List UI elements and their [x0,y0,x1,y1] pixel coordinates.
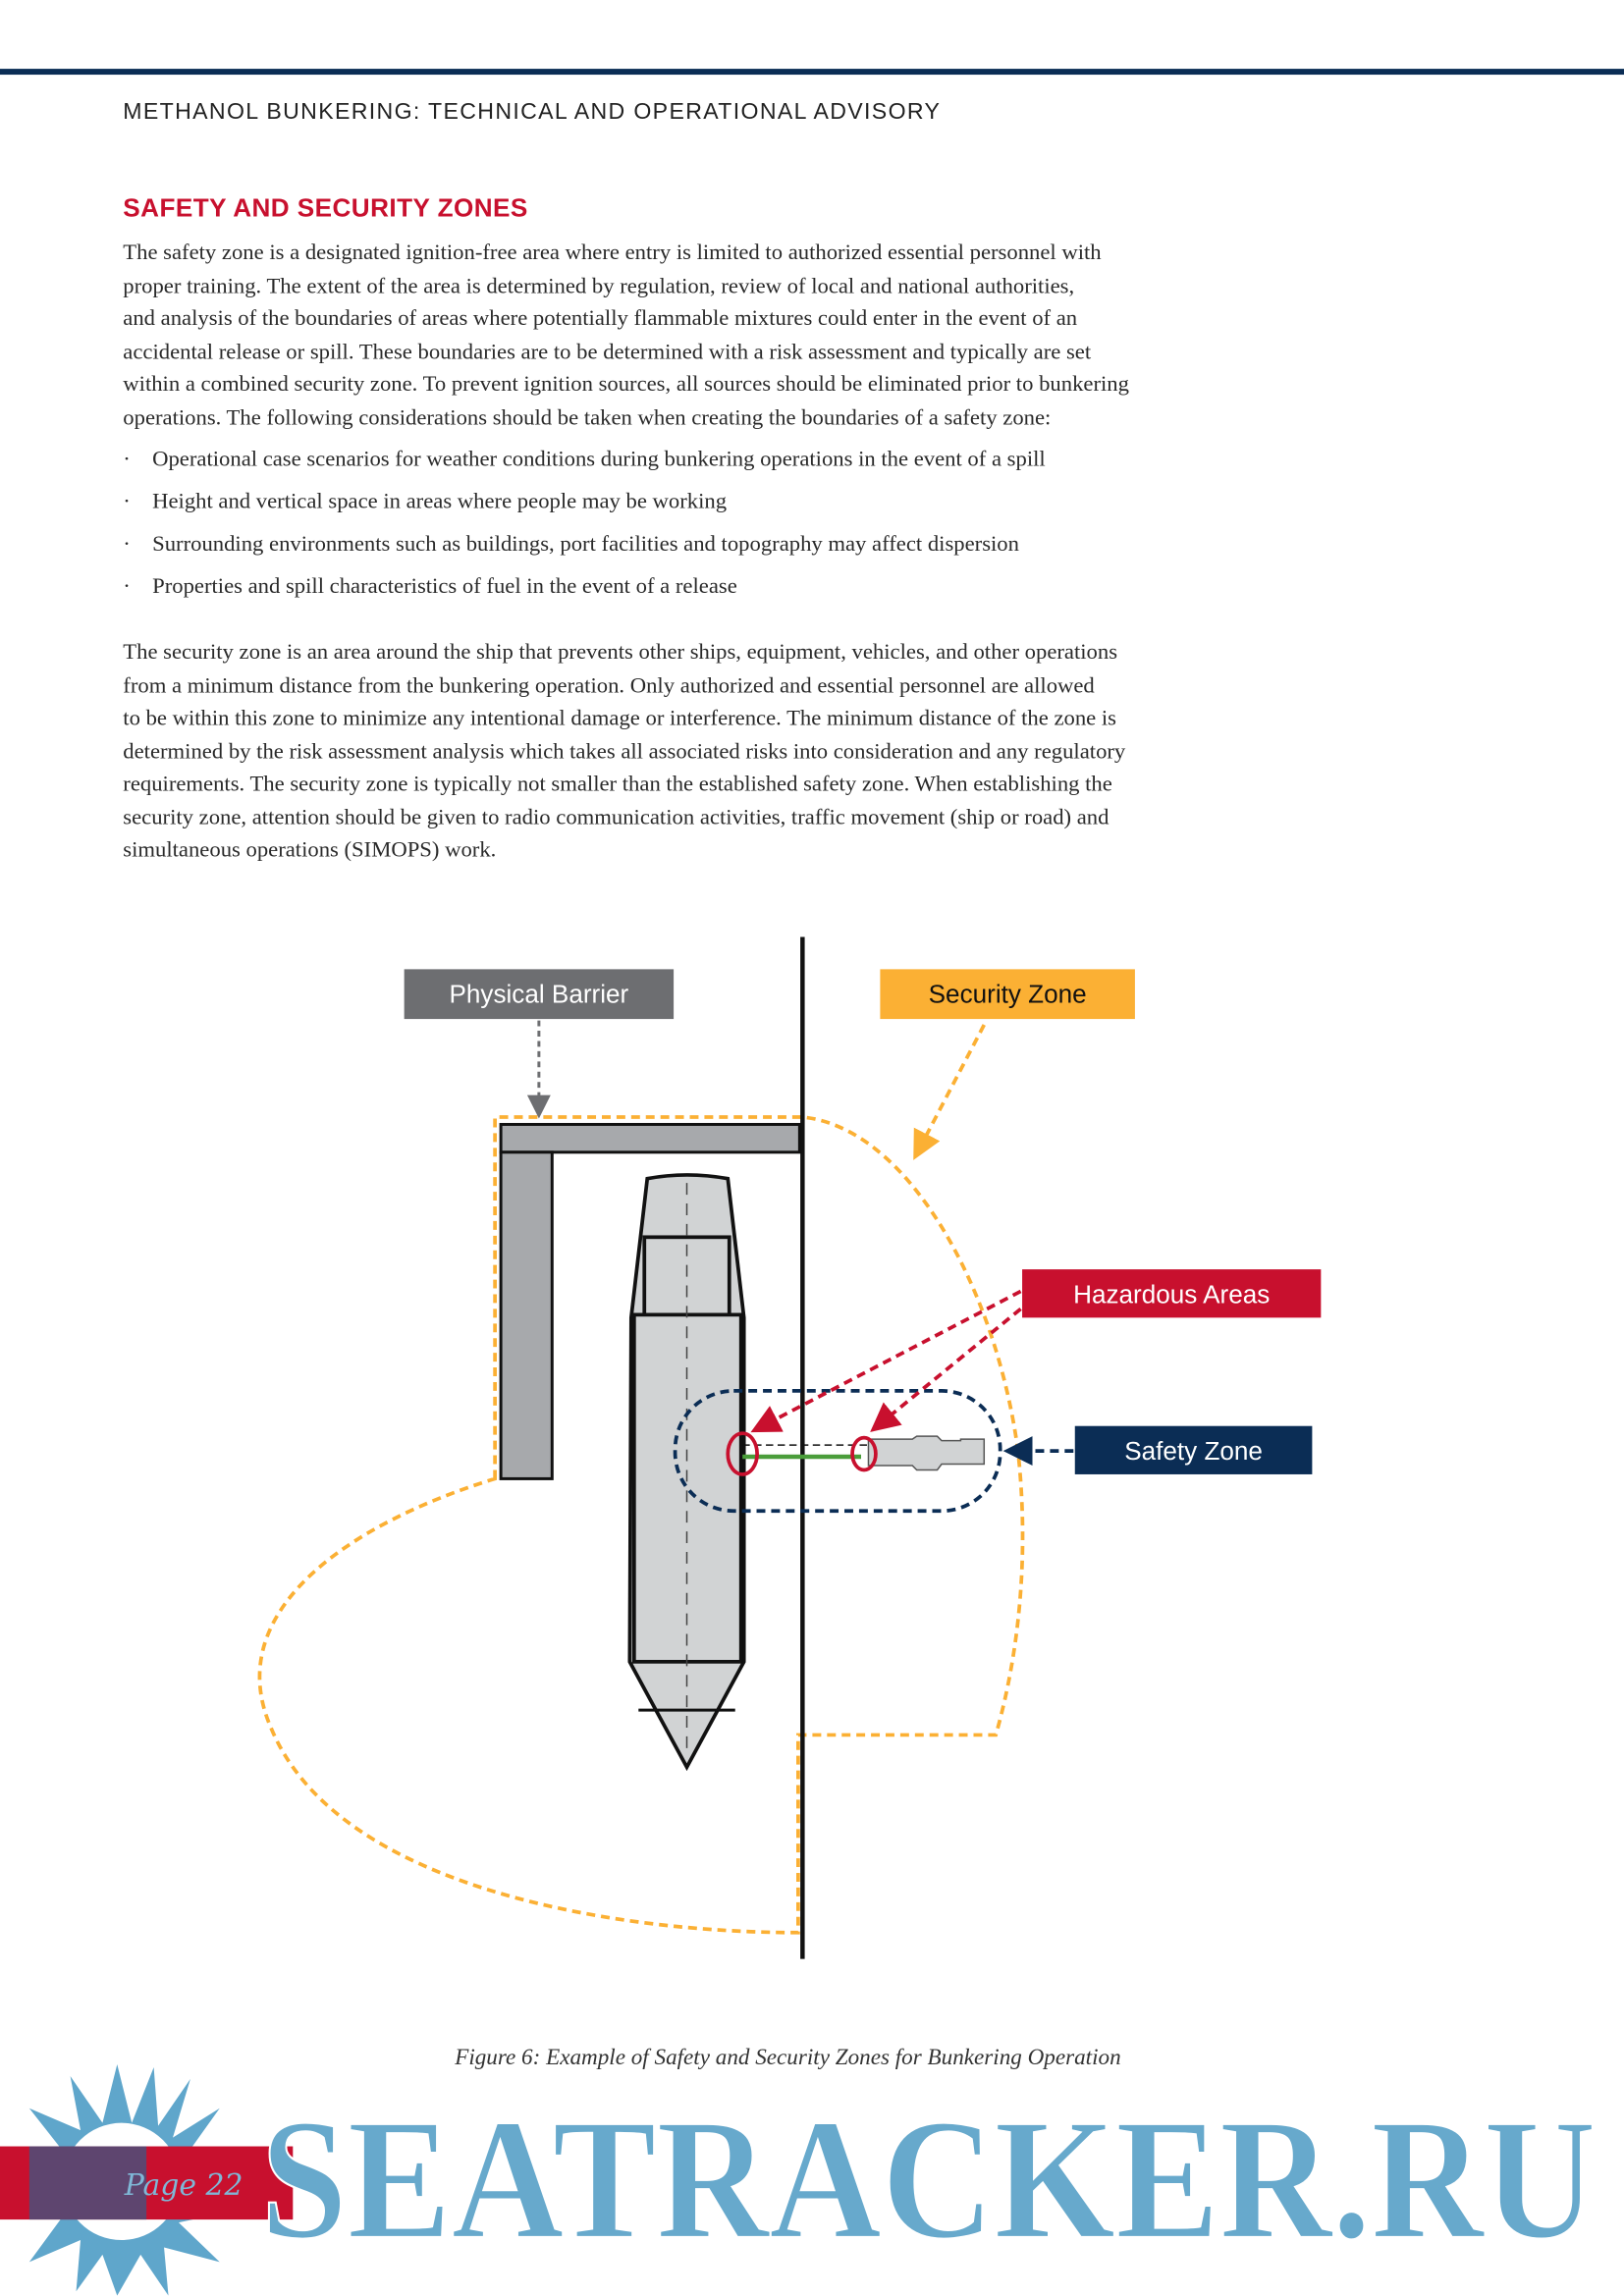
running-title: METHANOL BUNKERING: TECHNICAL AND OPERATIONAL ADVISORY [123,99,942,125]
paragraph-line: proper training. The extent of the area is determined by regulation, review of local and national authorities, [123,273,1075,298]
paragraph-line: requirements. The security zone is typically not smaller than the established safety zone. When establishing the [123,772,1112,797]
paragraph-line: from a minimum distance from the bunkering operation. Only authorized and essential personnel are allowed [123,672,1095,698]
hose-connector [868,1436,984,1469]
label-physical-barrier [405,969,674,1019]
bullet-item: · Surrounding environments such as buildings, port facilities and topography may affect dispersion [123,531,1019,557]
paragraph-line: security zone, attention should be given to radio communication activities, traffic movement (ship or road) and [123,804,1110,829]
paragraph-line: within a combined security zone. To prevent ignition sources, all sources should be eliminated prior to bunkering [123,371,1129,398]
paragraph-line: determined by the risk assessment analysis which takes all associated risks into consideration and any regulatory [123,738,1126,764]
svg-text:Hazardous Areas: Hazardous Areas [1073,1279,1271,1309]
bullet-item: · Properties and spill characteristics of fuel in the event of a release [123,573,737,600]
page-number: Page 22 [124,2167,244,2203]
paragraph-line: and analysis of the boundaries of areas where potentially flammable mixtures could enter in the event of an [123,305,1078,332]
ship-icon [629,1175,743,1767]
paragraph-line: accidental release or spill. These boundaries are to be determined with a risk assessment and typically are set [123,339,1092,364]
figure-caption: Figure 6: Example of Safety and Security Zones for Bunkering Operation [455,2045,1121,2070]
label-security-zone [880,969,1135,1019]
bullet-text: Operational case scenarios for weather conditions during bunkering operations in the event of a spill [152,446,1046,472]
bullet-text: Surrounding environments such as buildings, port facilities and topography may affect dispersion [152,531,1019,557]
bullet-item: · Operational case scenarios for weather conditions during bunkering operations in the event of a spill [123,446,1046,472]
svg-text:Physical Barrier: Physical Barrier [449,979,629,1009]
paragraph-line: to be within this zone to minimize any intentional damage or interference. The minimum distance of the zone is [123,705,1117,731]
paragraph-line: The security zone is an area around the ship that prevents other ships, equipment, vehicles, and other operations [123,639,1118,666]
svg-text:Security Zone: Security Zone [928,979,1087,1009]
bullet-text: Properties and spill characteristics of fuel in the event of a release [152,573,737,600]
paragraph-line: simultaneous operations (SIMOPS) work. [123,837,497,863]
section-heading: SAFETY AND SECURITY ZONES [123,192,528,223]
watermark-text: SEATRACKER.RU [260,2084,1597,2276]
paragraph-line: The safety zone is a designated ignition-free area where entry is limited to authorized essential personnel with [123,240,1102,265]
paragraph-line: operations. The following considerations should be taken when creating the boundaries of a safety zone: [123,404,1052,430]
svg-text:Safety Zone: Safety Zone [1124,1436,1263,1467]
label-safety-zone [1075,1426,1313,1474]
bullet-item: · Height and vertical space in areas where people may be working [123,489,728,514]
bullet-text: Height and vertical space in areas where people may be working [152,489,728,514]
label-hazardous-areas [1022,1269,1321,1317]
